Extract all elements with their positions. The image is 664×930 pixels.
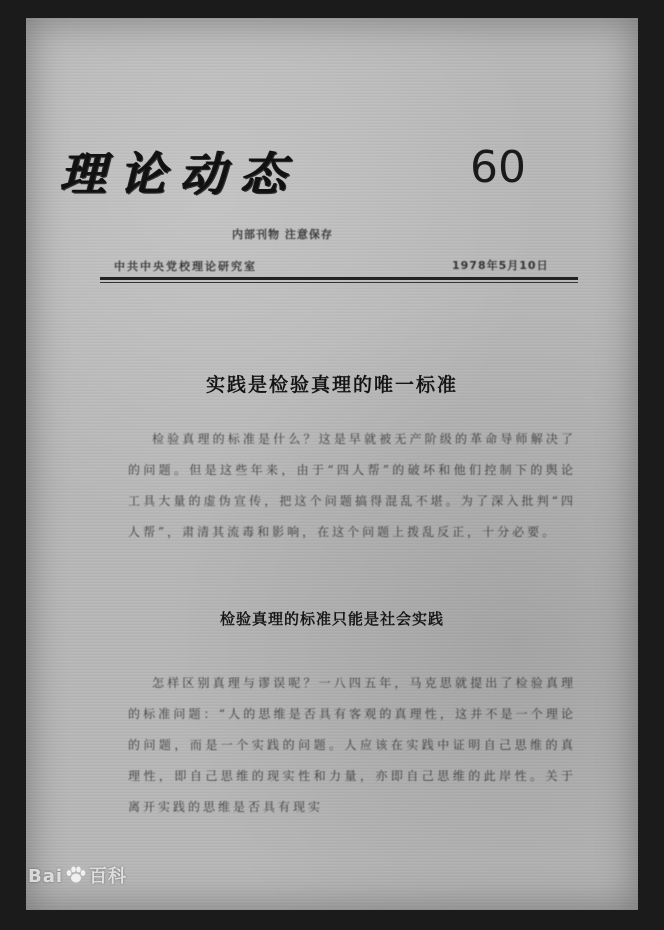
publication-title: 理论动态 [60,147,300,201]
section-title: 检验真理的标准只能是社会实践 [219,610,444,628]
article-intro: 检验真理的标准是什么？这是早就被无产阶级的革命导师解决了的问题。但是这些年来，由于“四人帮”的破坏和他们控制下的舆论工具大量的虚伪宣传，把这个问题搞得混乱不堪。为了深入批判“四人帮”，肃清其流毒和影响，在这个问题上拨乱反正，十分必要。 [128,432,576,539]
masthead [60,138,540,208]
issue-number: 60 [470,142,526,193]
masthead-rule [100,277,578,280]
watermark-text-left: Bai [28,866,64,887]
paw-icon [65,866,87,884]
article-title: 实践是检验真理的唯一标准 [205,374,458,396]
publication-subtitle: 内部刊物 注意保存 [232,228,333,241]
publication-date: 1978年5月10日 [452,259,549,272]
publisher: 中共中央党校理论研究室 [114,260,257,273]
section-text: 怎样区别真理与谬误呢？一八四五年，马克思就提出了检验真理的标准问题：“人的思维是否具有客观的真理性，这并不是一个理论的问题，而是一个实践的问题。人应该在实践中证明自己思维的真理性，即自己思维的现实性和力量，亦即自己思维的此岸性。关于离开实践的思维是否具有现实 [128,676,576,814]
baidu-watermark [28,862,127,888]
masthead-rule-thin [100,282,578,283]
watermark-text-right: 百科 [89,866,128,887]
